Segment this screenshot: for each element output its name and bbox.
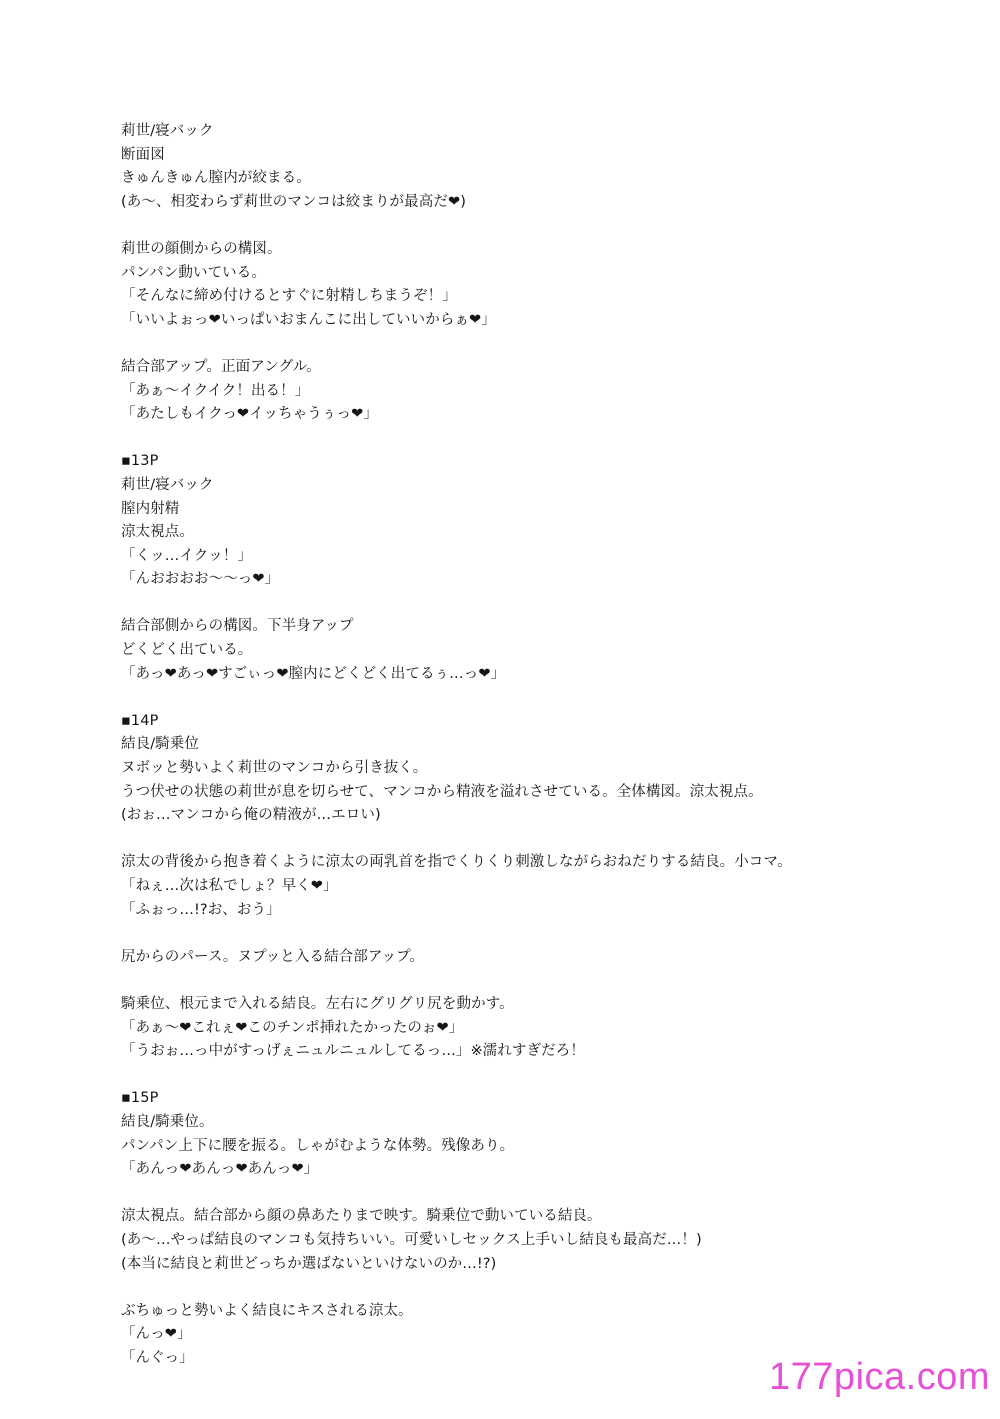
text-line: どくどく出ている。	[121, 642, 253, 659]
text-line: 「あたしもイクっ❤イッちゃうぅっ❤」	[121, 406, 378, 423]
paragraph-gap	[121, 1182, 981, 1206]
text-line: 莉世/寝バック	[121, 123, 214, 139]
text-block	[121, 120, 981, 214]
text-line: (あ〜…やっぱ結良のマンコも気持ちいい。可愛いしセックス上手いし結良も最高だ…！)	[121, 1231, 702, 1248]
text-line: (本当に結良と莉世どっちか選ばないといけないのか…!?)	[121, 1255, 497, 1272]
text-line: ヌボッと勢いよく莉世のマンコから引き抜く。	[121, 760, 428, 777]
paragraph-gap	[121, 828, 981, 852]
text-line: (あ〜、相変わらず莉世のマンコは絞まりが最高だ❤)	[121, 193, 466, 210]
paragraph-gap	[121, 686, 981, 710]
text-block	[121, 1087, 981, 1181]
text-line: 「あぁ〜❤これぇ❤このチンポ挿れたかったのぉ❤」	[121, 1019, 464, 1036]
text-line: (おぉ…マンコから俺の精液が…エロい)	[121, 807, 381, 824]
text-line: 膣内射精	[121, 500, 180, 517]
text-line: 「んぐっ」	[121, 1349, 194, 1366]
text-line: 断面図	[121, 146, 165, 163]
text-line: 「んっ❤」	[121, 1326, 192, 1343]
text-line: 涼太の背後から抱き着くように涼太の両乳首を指でくりくり刺激しながらおねだりする結良。小コマ。	[121, 854, 792, 871]
text-line: 「あんっ❤あんっ❤あんっ❤」	[121, 1161, 319, 1178]
text-line: 結合部アップ。正面アングル。	[121, 358, 321, 375]
text-line: 「あっ❤あっ❤すごぃっ❤膣内にどくどく出てるぅ…っ❤」	[121, 665, 506, 682]
text-line: ▪13P	[121, 453, 159, 470]
text-line: きゅんきゅん膣内が絞まる。	[121, 170, 311, 187]
script-document	[121, 120, 981, 1370]
paragraph-gap	[121, 592, 981, 616]
paragraph-gap	[121, 1064, 981, 1088]
text-line: 「いいよぉっ❤いっぱいおまんこに出していいからぁ❤」	[121, 311, 496, 328]
text-block	[121, 238, 981, 332]
text-line: 結合部側からの構図。下半身アップ	[121, 618, 354, 635]
text-line: ▪15P	[121, 1090, 159, 1107]
text-line: 涼太視点。	[121, 524, 194, 541]
text-line: パンパン動いている。	[121, 264, 266, 281]
text-line: 「そんなに締め付けるとすぐに射精しちまうぞ！」	[121, 288, 457, 305]
text-line: 尻からのパース。ヌプッと入る結合部アップ。	[121, 948, 425, 965]
text-block	[121, 946, 981, 970]
text-line: ぶちゅっと勢いよく結良にキスされる涼太。	[121, 1302, 413, 1319]
text-line: 「んおおおお〜〜っ❤」	[121, 571, 280, 588]
paragraph-gap	[121, 1276, 981, 1300]
text-block	[121, 1205, 981, 1276]
text-line: 騎乗位、根元まで入れる結良。左右にグリグリ尻を動かす。	[121, 995, 514, 1012]
text-block	[121, 851, 981, 922]
text-block	[121, 710, 981, 828]
text-line: ▪14P	[121, 712, 159, 729]
text-line: 莉世/寝バック	[121, 476, 214, 493]
text-line: 「うおぉ…っ中がすっげぇニュルニュルしてるっ…」※濡れすぎだろ！	[121, 1043, 585, 1060]
text-line: 「くッ…イクッ！」	[121, 547, 253, 564]
text-line: パンパン上下に腰を振る。しゃがむような体勢。残像あり。	[121, 1137, 515, 1154]
paragraph-gap	[121, 969, 981, 993]
text-line: 涼太視点。結合部から顔の鼻あたりまで映す。騎乗位で動いている結良。	[121, 1208, 602, 1225]
paragraph-gap	[121, 214, 981, 238]
text-line: 「あぁ〜イクイク！出る！」	[121, 382, 310, 399]
text-block	[121, 993, 981, 1064]
text-line: 結良/騎乗位。	[121, 1113, 214, 1130]
text-line: 結良/騎乗位	[121, 736, 199, 753]
text-line: 「ふぉっ…!?お、おう」	[121, 901, 281, 918]
text-block	[121, 615, 981, 686]
text-line: うつ伏せの状態の莉世が息を切らせて、マンコから精液を溢れさせている。全体構図。涼太視点。	[121, 783, 763, 800]
paragraph-gap	[121, 332, 981, 356]
text-line: 「ねぇ…次は私でしょ？早く❤」	[121, 878, 338, 894]
text-block	[121, 356, 981, 427]
text-block	[121, 450, 981, 592]
site-watermark: 177pica.com	[769, 1356, 990, 1398]
paragraph-gap	[121, 427, 981, 451]
paragraph-gap	[121, 922, 981, 946]
text-line: 莉世の顔側からの構図。	[121, 240, 282, 257]
